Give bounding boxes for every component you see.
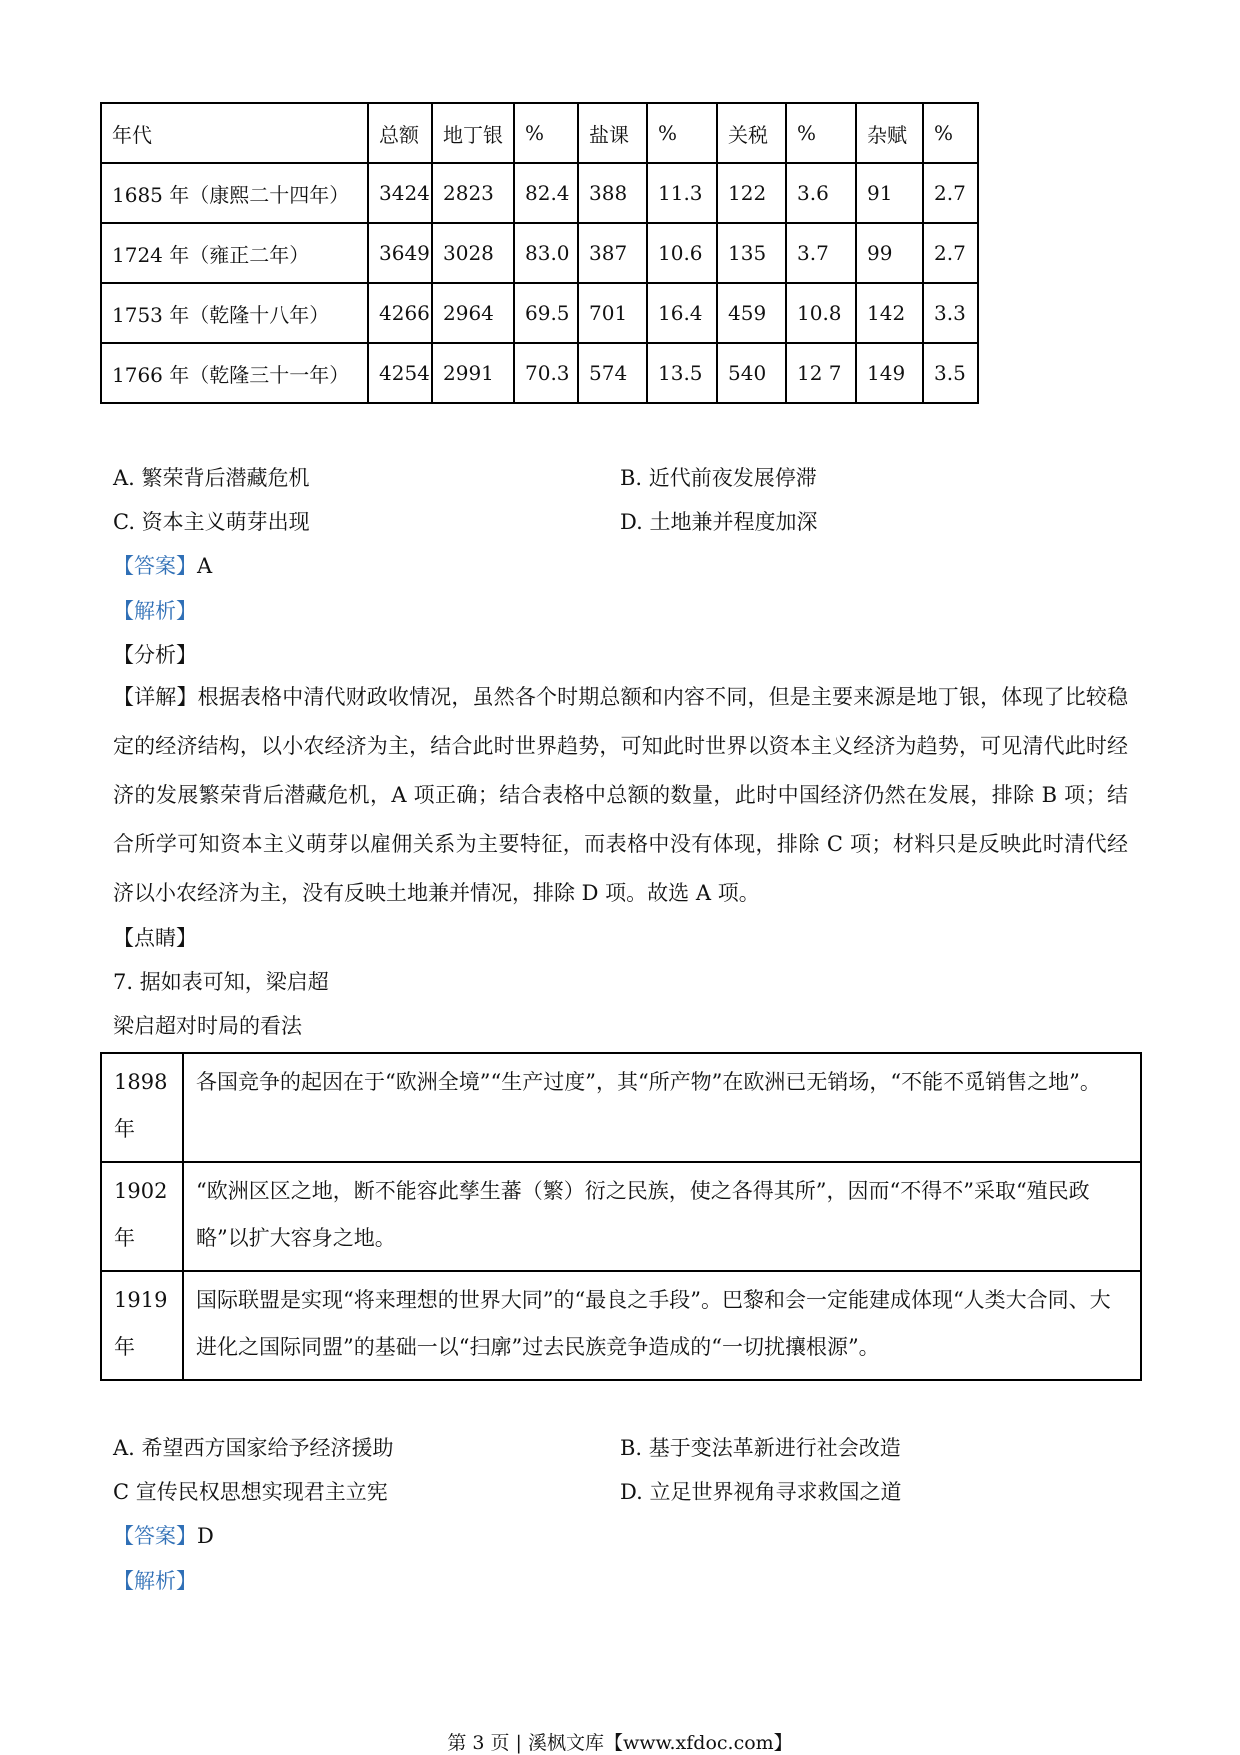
header-cell: 总额 (368, 103, 432, 163)
table-row (101, 283, 978, 343)
quote-cell: 各国竞争的起因在于“欧洲全境”“生产过度”，其“所产物”在欧洲已无销场，“不能不觅销售之地”。 (183, 1053, 1141, 1162)
table-cell: 1766 年（乾隆三十一年） (101, 343, 368, 403)
table-row (101, 1271, 1141, 1380)
table-cell: 69.5 (514, 283, 578, 343)
header-cell: 地丁银 (432, 103, 514, 163)
year-cell: 1902 年 (101, 1162, 183, 1271)
table-cell: 82.4 (514, 163, 578, 223)
option-d: D. 土地兼并程度加深 (620, 510, 818, 534)
table-cell: 3.7 (786, 223, 856, 283)
option-a: A. 希望西方国家给予经济援助 (113, 1436, 394, 1460)
table-row (101, 1162, 1141, 1271)
quote-cell: 国际联盟是实现“将来理想的世界大同”的“最良之手段”。巴黎和会一定能建成体现“人类大合同、大进化之国际同盟”的基础一以“扫廓”过去民族竞争造成的“一切扰攘根源”。 (183, 1271, 1141, 1380)
table-row (101, 343, 978, 403)
table-cell: 3.6 (786, 163, 856, 223)
fenxi-label: 【分析】 (113, 643, 197, 667)
table-cell: 1724 年（雍正二年） (101, 223, 368, 283)
question-stem: 7. 据如表可知，梁启超 (113, 970, 329, 994)
page-footer: 第 3 页 | 溪枫文库【www.xfdoc.com】 (447, 1732, 793, 1754)
table-cell: 149 (856, 343, 923, 403)
table-cell: 1753 年（乾隆十八年） (101, 283, 368, 343)
table-cell: 4254 (368, 343, 432, 403)
table-row (101, 1053, 1141, 1162)
table-cell: 70.3 (514, 343, 578, 403)
table-cell: 540 (717, 343, 786, 403)
table-cell: 135 (717, 223, 786, 283)
header-cell: % (514, 103, 578, 163)
table-cell: 701 (578, 283, 647, 343)
header-cell: 杂赋 (856, 103, 923, 163)
year-cell: 1919 年 (101, 1271, 183, 1380)
table-cell: 3424 (368, 163, 432, 223)
table-cell: 1685 年（康熙二十四年） (101, 163, 368, 223)
table-title: 梁启超对时局的看法 (113, 1014, 302, 1038)
table-cell: 2964 (432, 283, 514, 343)
option-b: B. 基于变法革新进行社会改造 (620, 1436, 901, 1460)
header-cell: % (647, 103, 717, 163)
year-cell: 1898 年 (101, 1053, 183, 1162)
header-cell: 关税 (717, 103, 786, 163)
option-c: C. 资本主义萌芽出现 (113, 510, 310, 534)
answer-value: D (197, 1524, 214, 1548)
answer-line (113, 550, 212, 580)
table-cell: 3649 (368, 223, 432, 283)
table-cell: 574 (578, 343, 647, 403)
table-cell: 3028 (432, 223, 514, 283)
analysis-label: 【解析】 (113, 1569, 197, 1593)
finance-table (100, 102, 979, 404)
table-cell: 4266 (368, 283, 432, 343)
option-d: D. 立足世界视角寻求救国之道 (620, 1480, 902, 1504)
table-cell: 142 (856, 283, 923, 343)
answer-value: A (197, 554, 213, 578)
table-cell: 11.3 (647, 163, 717, 223)
table-cell: 2.7 (923, 163, 978, 223)
table-cell: 12 7 (786, 343, 856, 403)
table-header-row (101, 103, 978, 163)
header-cell: 年代 (101, 103, 368, 163)
answer-label: 【答案】 (113, 1524, 197, 1548)
header-cell: 盐课 (578, 103, 647, 163)
table-cell: 459 (717, 283, 786, 343)
answer-line (113, 1520, 214, 1550)
table-cell: 2823 (432, 163, 514, 223)
detail-paragraph: 【详解】根据表格中清代财政收情况，虽然各个时期总额和内容不同，但是主要来源是地丁银，体现了比较稳定的经济结构，以小农经济为主，结合此时世界趋势，可知此时世界以资本主义经济为趋势，可见清代此时经济的发展繁荣背后潜藏危机，A 项正确；结合表格中总额的数量，此时中国经济仍然在发展，排除 B 项；结合所学可知资本主义萌芽以雇佣关系为主要特征，而表格中没有体现，排除 C 项；材料只是反映此时清代经济以小农经济为主，没有反映土地兼并情况，排除 D 项。故选 A 项。 (113, 685, 1128, 905)
option-a: A. 繁荣背后潜藏危机 (113, 466, 310, 490)
liang-qichao-table (100, 1052, 1142, 1381)
quote-cell: “欧洲区区之地，断不能容此孳生蕃（繁）衍之民族，使之各得其所”，因而“不得不”采取“殖民政略”以扩大容身之地。 (183, 1162, 1141, 1271)
table-cell: 83.0 (514, 223, 578, 283)
table-cell: 3.3 (923, 283, 978, 343)
table-cell: 3.5 (923, 343, 978, 403)
header-cell: % (786, 103, 856, 163)
header-cell: % (923, 103, 978, 163)
table-cell: 91 (856, 163, 923, 223)
table-cell: 10.6 (647, 223, 717, 283)
option-c: C 宣传民权思想实现君主立宪 (113, 1480, 388, 1504)
analysis-label: 【解析】 (113, 599, 197, 623)
table-cell: 122 (717, 163, 786, 223)
table-cell: 2.7 (923, 223, 978, 283)
table-cell: 2991 (432, 343, 514, 403)
table-cell: 388 (578, 163, 647, 223)
table-cell: 16.4 (647, 283, 717, 343)
table-row (101, 163, 978, 223)
answer-label: 【答案】 (113, 554, 197, 578)
table-cell: 13.5 (647, 343, 717, 403)
table-cell: 387 (578, 223, 647, 283)
table-cell: 10.8 (786, 283, 856, 343)
dianjing-label: 【点睛】 (113, 926, 197, 950)
table-cell: 99 (856, 223, 923, 283)
table-row (101, 223, 978, 283)
option-b: B. 近代前夜发展停滞 (620, 466, 817, 490)
